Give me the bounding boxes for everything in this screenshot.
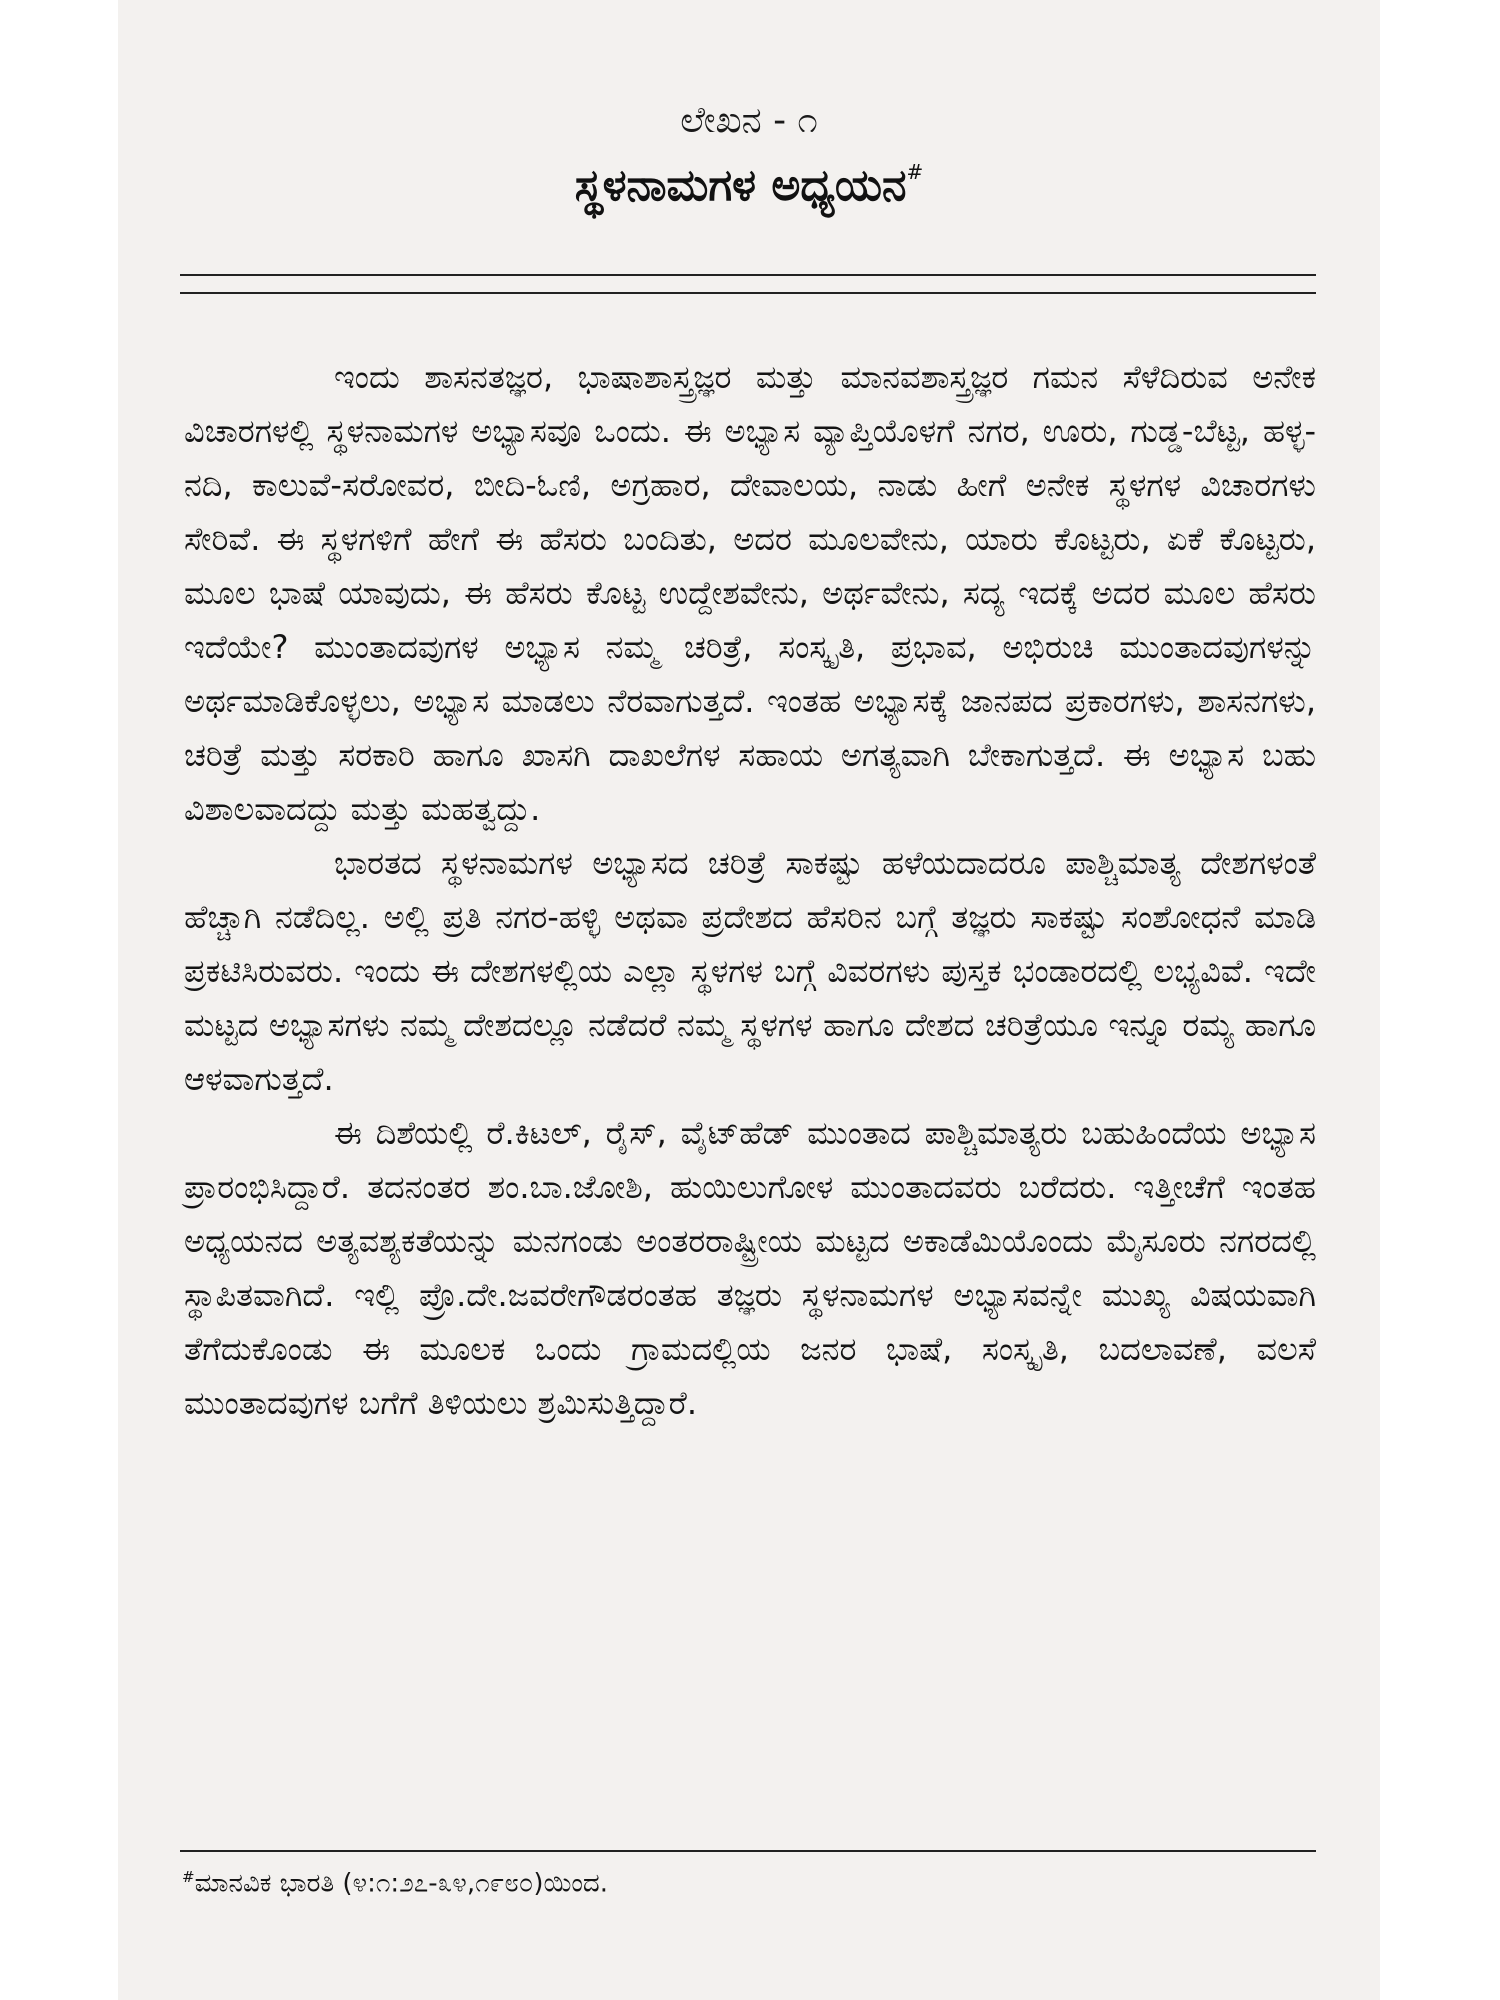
paragraph: ಈ ದಿಶೆಯಲ್ಲಿ ರೆ.ಕಿಟಲ್, ರೈಸ್, ವೈಟ್‌ಹೆಡ್ ಮುಂತಾದ ಪಾಶ್ಚಿಮಾತ್ಯರು ಬಹುಹಿಂದೆಯ ಅಭ್ಯಾಸ ಪ್ರಾರಂಭಿಸಿದ್ದಾರೆ. ತದನಂತರ ಶಂ.ಬಾ.ಜೋಶಿ, ಹುಯಿಲುಗೋಳ ಮುಂತಾದವರು ಬರೆದರು. ಇತ್ತೀಚೆಗೆ ಇಂತಹ ಅಧ್ಯಯನದ ಅತ್ಯವಶ್ಯಕತೆಯನ್ನು ಮನಗಂಡು ಅಂತರರಾಷ್ಟ್ರೀಯ ಮಟ್ಟದ ಅಕಾಡೆಮಿಯೊಂದು ಮೈಸೂರು ನಗರದಲ್ಲಿ ಸ್ಥಾಪಿತವಾಗಿದೆ. ಇಲ್ಲಿ ಪ್ರೊ.ದೇ.ಜವರೇಗೌಡರಂತಹ ತಜ್ಞರು ಸ್ಥಳನಾಮಗಳ ಅಭ್ಯಾಸವನ್ನೇ ಮುಖ್ಯ ವಿಷಯವಾಗಿ ತೆಗೆದುಕೊಂಡು ಈ ಮೂಲಕ ಒಂದು ಗ್ರಾಮದಲ್ಲಿಯ ಜನರ ಭಾಷೆ, ಸಂಸ್ಕೃತಿ, ಬದಲಾವಣೆ, ವಲಸೆ ಮುಂತಾದವುಗಳ ಬಗೆಗೆ ತಿಳಿಯಲು ಶ್ರಮಿಸುತ್ತಿದ್ದಾರೆ. (184, 1114, 1316, 1422)
article-body (184, 350, 1316, 1430)
header-rule-upper (180, 274, 1316, 276)
paragraph: ಭಾರತದ ಸ್ಥಳನಾಮಗಳ ಅಭ್ಯಾಸದ ಚರಿತ್ರೆ ಸಾಕಷ್ಟು ಹಳೆಯದಾದರೂ ಪಾಶ್ಚಿಮಾತ್ಯ ದೇಶಗಳಂತೆ ಹೆಚ್ಚಾಗಿ ನಡೆದಿಲ್ಲ. ಅಲ್ಲಿ ಪ್ರತಿ ನಗರ-ಹಳ್ಳಿ ಅಥವಾ ಪ್ರದೇಶದ ಹೆಸರಿನ ಬಗ್ಗೆ ತಜ್ಞರು ಸಾಕಷ್ಟು ಸಂಶೋಧನೆ ಮಾಡಿ ಪ್ರಕಟಿಸಿರುವರು. ಇಂದು ಈ ದೇಶಗಳಲ್ಲಿಯ ಎಲ್ಲಾ ಸ್ಥಳಗಳ ಬಗ್ಗೆ ವಿವರಗಳು ಪುಸ್ತಕ ಭಂಡಾರದಲ್ಲಿ ಲಭ್ಯವಿವೆ. ಇದೇ ಮಟ್ಟದ ಅಭ್ಯಾಸಗಳು ನಮ್ಮ ದೇಶದಲ್ಲೂ ನಡೆದರೆ ನಮ್ಮ ಸ್ಥಳಗಳ ಹಾಗೂ ದೇಶದ ಚರಿತ್ರೆಯೂ ಇನ್ನೂ ರಮ್ಯ ಹಾಗೂ ಆಳವಾಗುತ್ತದೆ. (184, 844, 1316, 1098)
footnote-marker: # (182, 1868, 195, 1886)
footnote (182, 1868, 608, 1900)
footnote-rule (180, 1850, 1316, 1852)
book-page (118, 0, 1380, 2000)
header-rule-lower (180, 292, 1316, 294)
footnote-text: ಮಾನವಿಕ ಭಾರತಿ (೪:೧:೨೭-೩೪,೧೯೮೦)ಯಿಂದ. (194, 1868, 608, 1899)
title-footnote-marker: # (906, 160, 924, 184)
page-title (118, 160, 1380, 211)
paragraph: ಇಂದು ಶಾಸನತಜ್ಞರ, ಭಾಷಾಶಾಸ್ತ್ರಜ್ಞರ ಮತ್ತು ಮಾನವಶಾಸ್ತ್ರಜ್ಞರ ಗಮನ ಸೆಳೆದಿರುವ ಅನೇಕ ವಿಚಾರಗಳಲ್ಲಿ ಸ್ಥಳನಾಮಗಳ ಅಭ್ಯಾಸವೂ ಒಂದು. ಈ ಅಭ್ಯಾಸ ವ್ಯಾಪ್ತಿಯೊಳಗೆ ನಗರ, ಊರು, ಗುಡ್ಡ-ಬೆಟ್ಟ, ಹಳ್ಳ-ನದಿ, ಕಾಲುವೆ-ಸರೋವರ, ಬೀದಿ-ಓಣಿ, ಅಗ್ರಹಾರ, ದೇವಾಲಯ, ನಾಡು ಹೀಗೆ ಅನೇಕ ಸ್ಥಳಗಳ ವಿಚಾರಗಳು ಸೇರಿವೆ. ಈ ಸ್ಥಳಗಳಿಗೆ ಹೇಗೆ ಈ ಹೆಸರು ಬಂದಿತು, ಅದರ ಮೂಲವೇನು, ಯಾರು ಕೊಟ್ಟರು, ಏಕೆ ಕೊಟ್ಟರು, ಮೂಲ ಭಾಷೆ ಯಾವುದು, ಈ ಹೆಸರು ಕೊಟ್ಟ ಉದ್ದೇಶವೇನು, ಅರ್ಥವೇನು, ಸದ್ಯ ಇದಕ್ಕೆ ಅದರ ಮೂಲ ಹೆಸರು ಇದೆಯೇ? ಮುಂತಾದವುಗಳ ಅಭ್ಯಾಸ ನಮ್ಮ ಚರಿತ್ರೆ, ಸಂಸ್ಕೃತಿ, ಪ್ರಭಾವ, ಅಭಿರುಚಿ ಮುಂತಾದವುಗಳನ್ನು ಅರ್ಥಮಾಡಿಕೊಳ್ಳಲು, ಅಭ್ಯಾಸ ಮಾಡಲು ನೆರವಾಗುತ್ತದೆ. ಇಂತಹ ಅಭ್ಯಾಸಕ್ಕೆ ಜಾನಪದ ಪ್ರಕಾರಗಳು, ಶಾಸನಗಳು, ಚರಿತ್ರೆ ಮತ್ತು ಸರಕಾರಿ ಹಾಗೂ ಖಾಸಗಿ ದಾಖಲೆಗಳ ಸಹಾಯ ಅಗತ್ಯವಾಗಿ ಬೇಕಾಗುತ್ತದೆ. ಈ ಅಭ್ಯಾಸ ಬಹು ವಿಶಾಲವಾದದ್ದು ಮತ್ತು ಮಹತ್ವದ್ದು. (184, 358, 1316, 828)
title-text: ಸ್ಥಳನಾಮಗಳ ಅಧ್ಯಯನ (574, 160, 907, 211)
lesson-number: ಲೇಖನ - ೧ (680, 100, 818, 141)
